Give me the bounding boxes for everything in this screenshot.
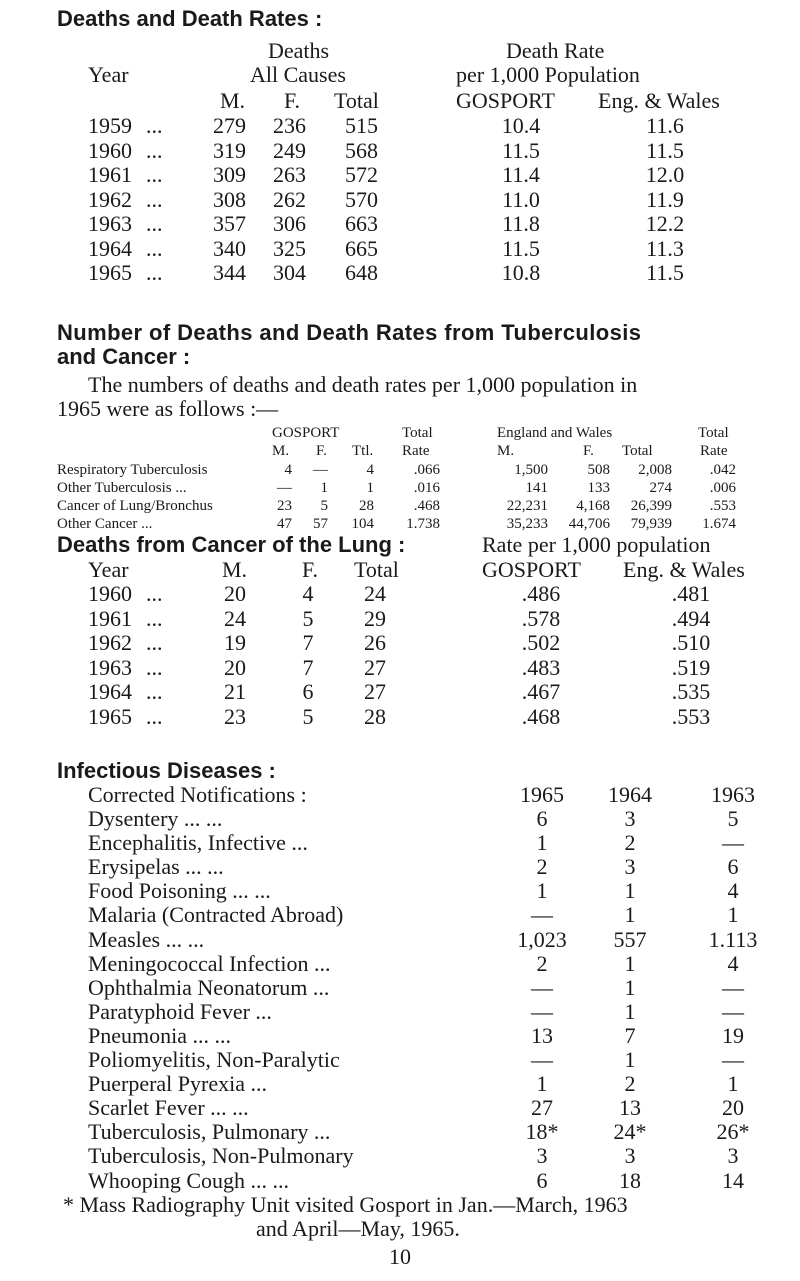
- header-eng-wales: Eng. & Wales: [598, 88, 720, 113]
- table-cell-1965: 3: [536, 1143, 548, 1169]
- table-cell-f: 1: [320, 480, 328, 496]
- table-cell-total: 665: [345, 235, 378, 261]
- leader-dots: ...: [146, 630, 163, 655]
- table-cell-f: 5: [302, 605, 314, 631]
- table-cell-eng-f: 44,706: [568, 516, 610, 532]
- table-cell-label: Other Cancer ...: [57, 516, 153, 532]
- intro-paragraph-line2: 1965 were as follows :—: [57, 396, 279, 421]
- table-cell-1964: 7: [624, 1022, 636, 1048]
- table-cell-eng-rate: .553: [709, 498, 736, 514]
- table-cell-1964: 24*: [613, 1119, 647, 1145]
- section-title-tb-cancer-line2: and Cancer :: [57, 344, 191, 369]
- table-cell-1963: 19: [722, 1022, 744, 1048]
- table-cell-1964: 1: [624, 950, 636, 976]
- table-cell-rate: .016: [413, 480, 440, 496]
- leader-dots: ...: [146, 581, 163, 606]
- leader-dots: ...: [146, 113, 163, 138]
- table-cell-f: —: [313, 462, 328, 478]
- disease-label: Ophthalmia Neonatorum ...: [88, 974, 330, 1000]
- leader-dots: ...: [146, 137, 163, 163]
- table-cell-label: Other Tuberculosis ...: [57, 480, 187, 496]
- table-cell-eng-f: 4,168: [576, 498, 610, 514]
- table-cell-ttl: 28: [359, 498, 374, 514]
- page-number: 10: [389, 1244, 411, 1269]
- table-cell-1963: 1: [727, 902, 739, 928]
- table-cell-f: 306: [273, 211, 306, 236]
- leader-dots: ...: [146, 260, 163, 285]
- table-cell-f: 4: [302, 581, 314, 606]
- table-cell-1965: 6: [536, 806, 548, 831]
- leader-dots: ...: [146, 235, 163, 261]
- table-cell-eng-rate: 11.6: [646, 113, 684, 138]
- table-cell-m: 20: [224, 654, 246, 680]
- table-cell-1964: 3: [624, 806, 636, 831]
- table-cell-1965: 2: [536, 950, 548, 976]
- header-f: F.: [302, 557, 318, 582]
- header-total: Total: [698, 425, 729, 441]
- table-cell-m: 357: [213, 211, 246, 236]
- table-cell-total: 24: [364, 581, 386, 606]
- leader-dots: ...: [146, 186, 163, 212]
- leader-dots: ...: [146, 605, 163, 631]
- table-cell-eng-rate: 12.2: [645, 211, 685, 236]
- table-cell-f: 7: [302, 630, 314, 655]
- table-cell-total: 26: [364, 630, 386, 655]
- section-title-deaths-rates: Deaths and Death Rates :: [57, 6, 323, 31]
- header-m: M.: [220, 88, 246, 113]
- header-eng-wales: Eng. & Wales: [623, 557, 745, 582]
- table-cell-year: 1962: [88, 186, 132, 212]
- table-cell-1964: 2: [624, 830, 636, 856]
- table-cell-gosport-rate: .486: [521, 581, 561, 606]
- table-cell-ttl: 1: [366, 480, 374, 496]
- disease-label: Tuberculosis, Pulmonary ...: [88, 1119, 331, 1145]
- intro-paragraph-line1: The numbers of deaths and death rates per 1,000 population in: [88, 372, 638, 397]
- table-cell-1963: 6: [727, 854, 739, 880]
- table-cell-eng-f: 508: [587, 462, 610, 478]
- table-cell-eng-total: 274: [649, 480, 672, 496]
- table-cell-1964: 18: [619, 1167, 641, 1193]
- table-cell-m: 4: [284, 462, 292, 478]
- leader-dots: ...: [146, 703, 163, 729]
- table-cell-total: 648: [345, 260, 378, 285]
- table-cell-f: 262: [273, 186, 306, 212]
- table-cell-ttl: 104: [351, 516, 374, 532]
- table-cell-1964: 1: [624, 974, 636, 1000]
- disease-label: Tuberculosis, Non-Pulmonary: [88, 1143, 354, 1169]
- header-total: Total: [402, 425, 433, 441]
- header-m: M.: [222, 557, 248, 582]
- table-cell-1963: 20: [722, 1095, 744, 1121]
- table-cell-year: 1960: [88, 581, 132, 606]
- table-cell-f: 6: [302, 679, 314, 704]
- table-cell-gosport-rate: .468: [521, 703, 561, 729]
- table-cell-m: 279: [213, 113, 246, 138]
- table-cell-eng-m: 35,233: [506, 516, 548, 532]
- table-cell-1963: —: [722, 1047, 744, 1072]
- table-cell-1963: —: [722, 998, 744, 1024]
- header-1963: 1963: [711, 782, 755, 807]
- table-cell-gosport-rate: 10.4: [501, 113, 541, 138]
- table-cell-label: Respiratory Tuberculosis: [57, 462, 208, 478]
- table-cell-eng-rate: 11.5: [646, 137, 684, 163]
- disease-label: Poliomyelitis, Non-Paralytic: [88, 1047, 340, 1072]
- table-cell-eng-rate: 1.674: [702, 516, 736, 532]
- table-cell-1965: 1: [536, 878, 548, 904]
- header-1965: 1965: [520, 782, 564, 807]
- header-rate: Rate: [700, 443, 728, 459]
- table-cell-1965: —: [531, 998, 553, 1024]
- table-cell-eng-rate: .006: [709, 480, 736, 496]
- header-total: Total: [354, 557, 399, 582]
- header-f: F.: [583, 443, 594, 459]
- table-cell-year: 1965: [88, 703, 132, 729]
- disease-label: Food Poisoning ... ...: [88, 878, 271, 904]
- table-cell-m: 340: [213, 235, 246, 261]
- disease-label: Whooping Cough ... ...: [88, 1167, 290, 1193]
- disease-label: Dysentery ... ...: [88, 806, 223, 831]
- table-cell-m: 21: [224, 679, 246, 704]
- table-cell-eng-m: 141: [525, 480, 548, 496]
- table-cell-year: 1961: [88, 162, 132, 187]
- header-gosport: GOSPORT: [482, 557, 581, 582]
- table-cell-1963: 14: [722, 1167, 744, 1193]
- table-cell-total: 29: [364, 605, 386, 631]
- table-cell-m: 19: [224, 630, 246, 655]
- table-cell-1963: 1: [727, 1071, 739, 1097]
- table-cell-f: 57: [313, 516, 328, 532]
- table-cell-m: 308: [213, 186, 246, 212]
- table-cell-year: 1963: [88, 211, 132, 236]
- header-m: M.: [272, 443, 290, 459]
- table-cell-1965: 18*: [525, 1119, 559, 1145]
- header-gosport: GOSPORT: [456, 88, 555, 113]
- table-cell-1963: 5: [727, 806, 739, 831]
- table-cell-eng-rate: .481: [671, 581, 711, 606]
- table-cell-1965: —: [531, 1047, 553, 1072]
- header-death-rate: Death Rate: [506, 38, 605, 63]
- table-cell-gosport-rate: 11.5: [502, 235, 540, 261]
- table-cell-total: 27: [364, 654, 386, 680]
- footnote-line1: * Mass Radiography Unit visited Gosport in Jan.—March, 1963: [63, 1192, 628, 1217]
- table-cell-1963: 3: [727, 1143, 739, 1169]
- table-cell-eng-rate: .510: [671, 630, 711, 655]
- table-cell-gosport-rate: 11.5: [502, 137, 540, 163]
- table-cell-1964: 1: [624, 902, 636, 928]
- disease-label: Puerperal Pyrexia ...: [88, 1071, 267, 1097]
- table-cell-m: —: [277, 480, 292, 496]
- table-cell-eng-total: 2,008: [638, 462, 672, 478]
- table-cell-1965: 2: [536, 854, 548, 880]
- table-cell-1963: 4: [727, 950, 739, 976]
- table-cell-eng-rate: .553: [671, 703, 711, 729]
- disease-label: Pneumonia ... ...: [88, 1022, 231, 1048]
- table-cell-m: 319: [213, 137, 246, 163]
- header-year: Year: [88, 62, 129, 87]
- table-cell-1965: —: [531, 902, 553, 928]
- leader-dots: ...: [146, 211, 163, 236]
- table-cell-year: 1965: [88, 260, 132, 285]
- table-cell-gosport-rate: 11.0: [502, 186, 540, 212]
- header-per-population: per 1,000 Population: [456, 62, 640, 87]
- table-cell-m: 24: [224, 605, 246, 631]
- disease-label: Scarlet Fever ... ...: [88, 1095, 249, 1121]
- table-cell-label: Cancer of Lung/Bronchus: [57, 498, 213, 514]
- table-cell-ttl: 4: [366, 462, 374, 478]
- table-cell-1963: 1.113: [708, 926, 758, 952]
- table-cell-m: 23: [277, 498, 292, 514]
- table-cell-gosport-rate: .483: [521, 654, 561, 680]
- header-year: Year: [88, 557, 129, 582]
- table-cell-rate: .066: [413, 462, 440, 478]
- table-cell-year: 1960: [88, 137, 132, 163]
- disease-label: Meningococcal Infection ...: [88, 950, 331, 976]
- table-cell-year: 1964: [88, 679, 132, 704]
- header-gosport: GOSPORT: [272, 425, 340, 441]
- header-f: F.: [284, 88, 300, 113]
- table-cell-total: 572: [345, 162, 378, 187]
- header-total: Total: [334, 88, 379, 113]
- table-cell-eng-rate: .042: [709, 462, 736, 478]
- header-rate-per-population: Rate per 1,000 population: [482, 532, 711, 557]
- disease-label: Encephalitis, Infective ...: [88, 830, 308, 856]
- table-cell-eng-m: 22,231: [506, 498, 548, 514]
- table-cell-1964: 3: [624, 854, 636, 880]
- table-cell-eng-rate: .535: [671, 679, 711, 704]
- table-cell-year: 1961: [88, 605, 132, 631]
- table-cell-f: 5: [302, 703, 314, 729]
- table-cell-1964: 557: [613, 926, 647, 952]
- header-deaths: Deaths: [268, 38, 330, 63]
- table-cell-eng-total: 79,939: [630, 516, 672, 532]
- table-cell-eng-f: 133: [587, 480, 610, 496]
- header-all-causes: All Causes: [250, 62, 346, 87]
- table-cell-gosport-rate: .502: [521, 630, 561, 655]
- table-cell-1964: 3: [624, 1143, 636, 1169]
- section-title-tb-cancer: Number of Deaths and Death Rates from Tuberculosis: [57, 320, 642, 345]
- table-cell-eng-rate: 11.3: [646, 235, 684, 261]
- table-cell-1964: 1: [624, 998, 636, 1024]
- header-m: M.: [497, 443, 515, 459]
- header-england-wales: England and Wales: [497, 425, 613, 441]
- disease-label: Measles ... ...: [88, 926, 205, 952]
- table-cell-eng-m: 1,500: [514, 462, 548, 478]
- section-title-infectious: Infectious Diseases :: [57, 758, 276, 783]
- disease-label: Paratyphoid Fever ...: [88, 998, 272, 1024]
- table-cell-gosport-rate: 10.8: [501, 260, 541, 285]
- disease-label: Erysipelas ... ...: [88, 854, 224, 880]
- leader-dots: ...: [146, 679, 163, 704]
- table-cell-eng-rate: 12.0: [645, 162, 685, 187]
- table-cell-year: 1964: [88, 235, 132, 261]
- disease-label: Malaria (Contracted Abroad): [88, 902, 344, 928]
- table-cell-total: 568: [345, 137, 378, 163]
- table-cell-year: 1962: [88, 630, 132, 655]
- table-cell-1964: 13: [619, 1095, 641, 1121]
- table-cell-m: 23: [224, 703, 246, 729]
- header-1964: 1964: [608, 782, 652, 807]
- table-cell-eng-rate: 11.5: [646, 260, 684, 285]
- table-cell-1965: 1: [536, 830, 548, 856]
- table-cell-1965: 6: [536, 1167, 548, 1193]
- table-cell-year: 1959: [88, 113, 132, 138]
- table-cell-1963: 4: [727, 878, 739, 904]
- header-f: F.: [316, 443, 327, 459]
- table-cell-1965: —: [531, 974, 553, 1000]
- table-cell-eng-rate: .519: [671, 654, 711, 680]
- leader-dots: ...: [146, 162, 163, 187]
- table-cell-total: 663: [345, 211, 378, 236]
- header-ttl: Ttl.: [352, 443, 374, 459]
- table-cell-m: 47: [277, 516, 292, 532]
- table-cell-1964: 1: [624, 878, 636, 904]
- table-cell-eng-rate: .494: [671, 605, 711, 631]
- table-cell-m: 20: [224, 581, 246, 606]
- table-cell-f: 7: [302, 654, 314, 680]
- table-cell-m: 344: [213, 260, 246, 285]
- table-cell-total: 27: [364, 679, 386, 704]
- table-cell-gosport-rate: .467: [521, 679, 561, 704]
- table-cell-1963: 26*: [716, 1119, 750, 1145]
- header-total: Total: [622, 443, 653, 459]
- header-rate: Rate: [402, 443, 430, 459]
- table-cell-total: 515: [345, 113, 378, 138]
- table-cell-f: 304: [273, 260, 306, 285]
- table-cell-year: 1963: [88, 654, 132, 680]
- table-cell-gosport-rate: .578: [521, 605, 561, 631]
- table-cell-total: 28: [364, 703, 386, 729]
- leader-dots: ...: [146, 654, 163, 680]
- table-cell-eng-rate: 11.9: [646, 186, 684, 212]
- table-cell-eng-total: 26,399: [630, 498, 672, 514]
- table-cell-rate: 1.738: [406, 516, 440, 532]
- table-cell-f: 249: [273, 137, 306, 163]
- table-cell-1964: 1: [624, 1047, 636, 1072]
- table-cell-1965: 1,023: [517, 926, 567, 952]
- table-cell-gosport-rate: 11.8: [502, 211, 540, 236]
- table-cell-1965: 27: [531, 1095, 553, 1121]
- table-cell-f: 5: [320, 498, 328, 514]
- subtitle-corrected-notifications: Corrected Notifications :: [88, 782, 307, 807]
- table-cell-m: 309: [213, 162, 246, 187]
- section-title-lung-cancer: Deaths from Cancer of the Lung :: [57, 532, 406, 557]
- table-cell-f: 325: [273, 235, 306, 261]
- table-cell-f: 236: [273, 113, 306, 138]
- table-cell-1963: —: [722, 830, 744, 856]
- footnote-line2: and April—May, 1965.: [256, 1216, 460, 1241]
- table-cell-1965: 13: [531, 1022, 553, 1048]
- table-cell-1963: —: [722, 974, 744, 1000]
- table-cell-f: 263: [273, 162, 306, 187]
- table-cell-1965: 1: [536, 1071, 548, 1097]
- table-cell-rate: .468: [413, 498, 440, 514]
- table-cell-gosport-rate: 11.4: [502, 162, 540, 187]
- table-cell-1964: 2: [624, 1071, 636, 1097]
- table-cell-total: 570: [345, 186, 378, 212]
